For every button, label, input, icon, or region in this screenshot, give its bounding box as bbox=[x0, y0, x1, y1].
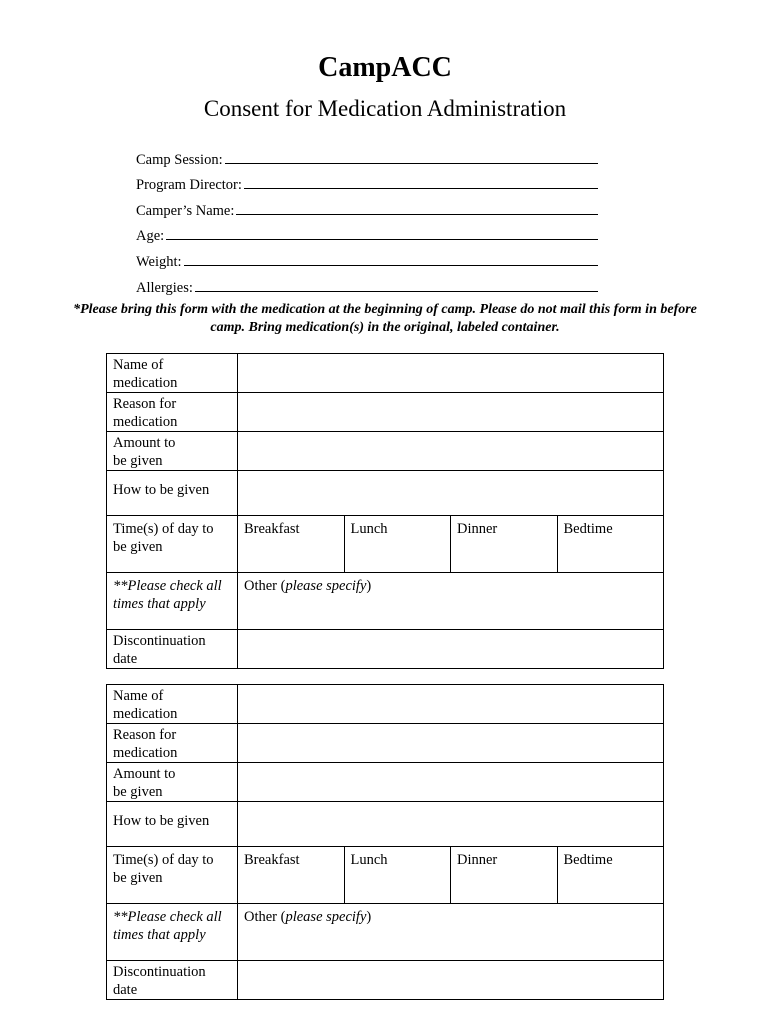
age-line[interactable] bbox=[166, 239, 598, 240]
discontinuation-date-label: Discontinuation date bbox=[107, 961, 238, 1000]
table-row bbox=[107, 802, 664, 847]
table-row bbox=[107, 685, 664, 724]
bedtime-checkbox[interactable]: Bedtime bbox=[557, 516, 664, 573]
medication-table-1 bbox=[106, 353, 664, 669]
allergies-field[interactable] bbox=[136, 271, 598, 297]
reason-for-medication-input[interactable] bbox=[238, 393, 664, 432]
table-row bbox=[107, 354, 664, 393]
table-row bbox=[107, 847, 664, 904]
bedtime-checkbox[interactable]: Bedtime bbox=[557, 847, 664, 904]
other-times-input[interactable]: Other (please specify) bbox=[238, 573, 664, 630]
camper-info-fields bbox=[136, 143, 598, 297]
program-director-line[interactable] bbox=[244, 188, 598, 189]
how-to-be-given-input[interactable] bbox=[238, 471, 664, 516]
weight-line[interactable] bbox=[184, 265, 598, 266]
lunch-checkbox[interactable]: Lunch bbox=[344, 847, 451, 904]
weight-label: Weight: bbox=[136, 253, 182, 270]
allergies-line[interactable] bbox=[195, 291, 598, 292]
name-of-medication-input[interactable] bbox=[238, 354, 664, 393]
allergies-label: Allergies: bbox=[136, 279, 193, 296]
reason-for-medication-label: Reason for medication bbox=[107, 724, 238, 763]
table-row bbox=[107, 393, 664, 432]
table-row bbox=[107, 573, 664, 630]
camper-name-field[interactable] bbox=[136, 194, 598, 220]
dinner-checkbox[interactable]: Dinner bbox=[451, 516, 558, 573]
amount-to-be-given-input[interactable] bbox=[238, 432, 664, 471]
times-of-day-label: Time(s) of day to be given bbox=[107, 847, 238, 904]
form-subtitle: Consent for Medication Administration bbox=[203, 96, 567, 121]
check-all-times-note: **Please check all times that apply bbox=[107, 573, 238, 630]
breakfast-checkbox[interactable]: Breakfast bbox=[238, 516, 345, 573]
amount-to-be-given-label: Amount to be given bbox=[107, 432, 238, 471]
camp-session-line[interactable] bbox=[225, 163, 598, 164]
table-row bbox=[107, 961, 664, 1000]
lunch-checkbox[interactable]: Lunch bbox=[344, 516, 451, 573]
instructions-notice bbox=[20, 301, 750, 337]
form-title: CampACC bbox=[318, 52, 452, 83]
table-row bbox=[107, 516, 664, 573]
program-director-field[interactable] bbox=[136, 169, 598, 195]
discontinuation-date-label: Discontinuation date bbox=[107, 630, 238, 669]
table-row bbox=[107, 904, 664, 961]
breakfast-checkbox[interactable]: Breakfast bbox=[238, 847, 345, 904]
table-row bbox=[107, 630, 664, 669]
notice-line-2: camp. Bring medication(s) in the original, labeled container. bbox=[210, 320, 560, 335]
name-of-medication-input[interactable] bbox=[238, 685, 664, 724]
table-row bbox=[107, 724, 664, 763]
reason-for-medication-label: Reason for medication bbox=[107, 393, 238, 432]
discontinuation-date-input[interactable] bbox=[238, 961, 664, 1000]
amount-to-be-given-label: Amount to be given bbox=[107, 763, 238, 802]
age-label: Age: bbox=[136, 228, 165, 245]
table-row bbox=[107, 432, 664, 471]
age-field[interactable] bbox=[136, 220, 598, 246]
table-row bbox=[107, 471, 664, 516]
other-times-input[interactable]: Other (please specify) bbox=[238, 904, 664, 961]
name-of-medication-label: Name of medication bbox=[107, 685, 238, 724]
reason-for-medication-input[interactable] bbox=[238, 724, 664, 763]
camp-session-label: Camp Session: bbox=[136, 151, 223, 168]
camper-name-label: Camper’s Name: bbox=[136, 202, 235, 219]
times-of-day-label: Time(s) of day to be given bbox=[107, 516, 238, 573]
how-to-be-given-label: How to be given bbox=[107, 802, 238, 847]
program-director-label: Program Director: bbox=[136, 177, 242, 194]
amount-to-be-given-input[interactable] bbox=[238, 763, 664, 802]
how-to-be-given-input[interactable] bbox=[238, 802, 664, 847]
dinner-checkbox[interactable]: Dinner bbox=[451, 847, 558, 904]
discontinuation-date-input[interactable] bbox=[238, 630, 664, 669]
how-to-be-given-label: How to be given bbox=[107, 471, 238, 516]
table-row bbox=[107, 763, 664, 802]
camp-session-field[interactable] bbox=[136, 143, 598, 169]
medication-table-2 bbox=[106, 684, 664, 1000]
weight-field[interactable] bbox=[136, 245, 598, 271]
name-of-medication-label: Name of medication bbox=[107, 354, 238, 393]
camper-name-line[interactable] bbox=[236, 214, 598, 215]
check-all-times-note: **Please check all times that apply bbox=[107, 904, 238, 961]
notice-line-1: *Please bring this form with the medication at the beginning of camp. Please do not mail this form in before bbox=[73, 302, 697, 317]
